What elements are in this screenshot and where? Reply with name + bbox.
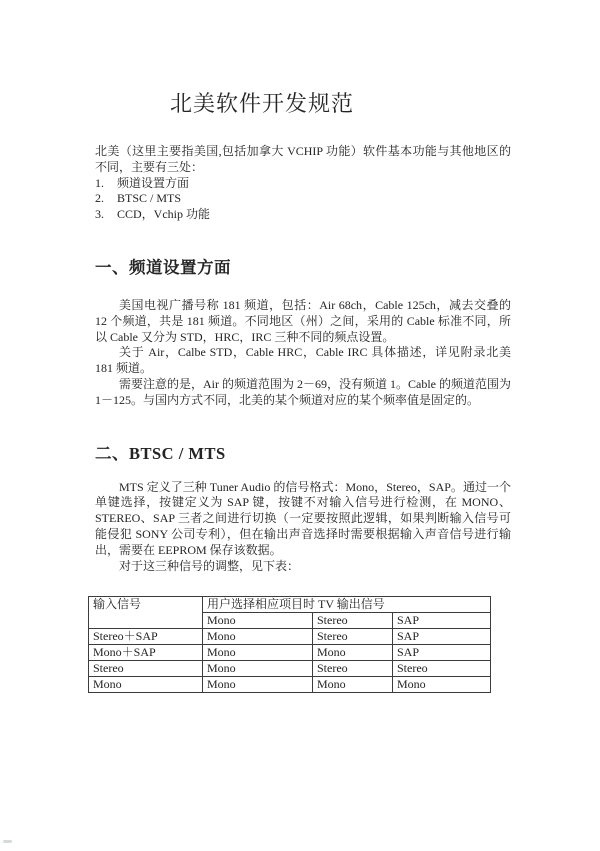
section-2-body — [95, 480, 511, 575]
section-1-body — [95, 298, 511, 409]
cell-output-stereo: Mono — [313, 645, 393, 661]
list-item-number: 2. — [95, 191, 104, 206]
list-item-number: 3. — [95, 207, 104, 222]
cell-input-signal: Mono＋SAP — [89, 645, 203, 661]
cell-output-mono: Mono — [203, 661, 313, 677]
cell-output-mono: Mono — [203, 677, 313, 693]
scan-artifact — [3, 840, 12, 843]
list-item-label: 频道设置方面 — [117, 175, 190, 190]
paragraph: 关于 Air，Calbe STD，Cable HRC，Cable IRC 具体描述，详见附录北美 181 频道。 — [95, 345, 511, 376]
cell-output-sap: SAP — [393, 645, 491, 661]
cell-output-mono: Mono — [203, 629, 313, 645]
cell-output-sap: Mono — [393, 677, 491, 693]
table-row — [89, 629, 491, 645]
paragraph: 需要注意的是，Air 的频道范围为 2－69，没有频道 1。Cable 的频道范围为 1－125。与国内方式不同，北美的某个频道对应的某个频率值是固定的。 — [95, 376, 511, 407]
intro-paragraph: 北美（这里主要指美国,包括加拿大 VCHIP 功能）软件基本功能与其他地区的不同，主要有三处： — [95, 144, 511, 174]
cell-output-stereo: Stereo — [313, 629, 393, 645]
table-subheader-sap: SAP — [393, 613, 491, 629]
cell-input-signal: Stereo＋SAP — [89, 629, 203, 645]
cell-output-mono: Mono — [203, 645, 313, 661]
cell-output-sap: SAP — [393, 629, 491, 645]
table-header-row — [89, 597, 491, 613]
list-item-label: CCD，Vchip 功能 — [117, 207, 211, 222]
list-item-label: BTSC / MTS — [117, 191, 182, 206]
section-2-heading: 二、BTSC / MTS — [95, 443, 226, 463]
paragraph: 对于这三种信号的调整，见下表： — [119, 558, 300, 573]
signal-table — [88, 596, 491, 693]
table-subheader-stereo: Stereo — [313, 613, 393, 629]
cell-output-stereo: Stereo — [313, 661, 393, 677]
cell-input-signal: Stereo — [89, 661, 203, 677]
document-title: 北美软件开发规范 — [170, 91, 355, 116]
paragraph: MTS 定义了三种 Tuner Audio 的信号格式：Mono，Stereo，SAP。通过一个单键选择，按键定义为 SAP 键，按键不对输入信号进行检测，在 MONO、STEREO、SAP 三者之间进行切换（一定要按照此逻辑，如果判断输入信号可能侵犯 SONY 公司专利），但在输出声音选择时需要根据输入声音信号进行输出，需要在 EEPROM 保存该数据。 — [95, 479, 511, 557]
list-item-number: 1. — [95, 175, 104, 190]
section-1-heading: 一、频道设置方面 — [95, 257, 231, 277]
table-subheader-mono: Mono — [203, 613, 313, 629]
table-row — [89, 677, 491, 693]
paragraph: 美国电视广播号称 181 频道，包括：Air 68ch，Cable 125ch，减去交叠的 12 个频道，共是 181 频道。不同地区（州）之间，采用的 Cable 标准不同，所以 Cable 又分为 STD，HRC，IRC 三种不同的频点设置。 — [95, 297, 511, 344]
table-row — [89, 645, 491, 661]
table-row — [89, 661, 491, 677]
table-header-input-signal: 输入信号 — [89, 597, 203, 629]
list-item — [95, 176, 511, 192]
cell-output-sap: Stereo — [393, 661, 491, 677]
cell-output-stereo: Mono — [313, 677, 393, 693]
cell-input-signal: Mono — [89, 677, 203, 693]
list-item — [95, 191, 511, 207]
list-item — [95, 207, 511, 223]
table-header-tv-output: 用户选择相应项目时 TV 输出信号 — [203, 597, 491, 613]
intro-list — [95, 176, 511, 223]
